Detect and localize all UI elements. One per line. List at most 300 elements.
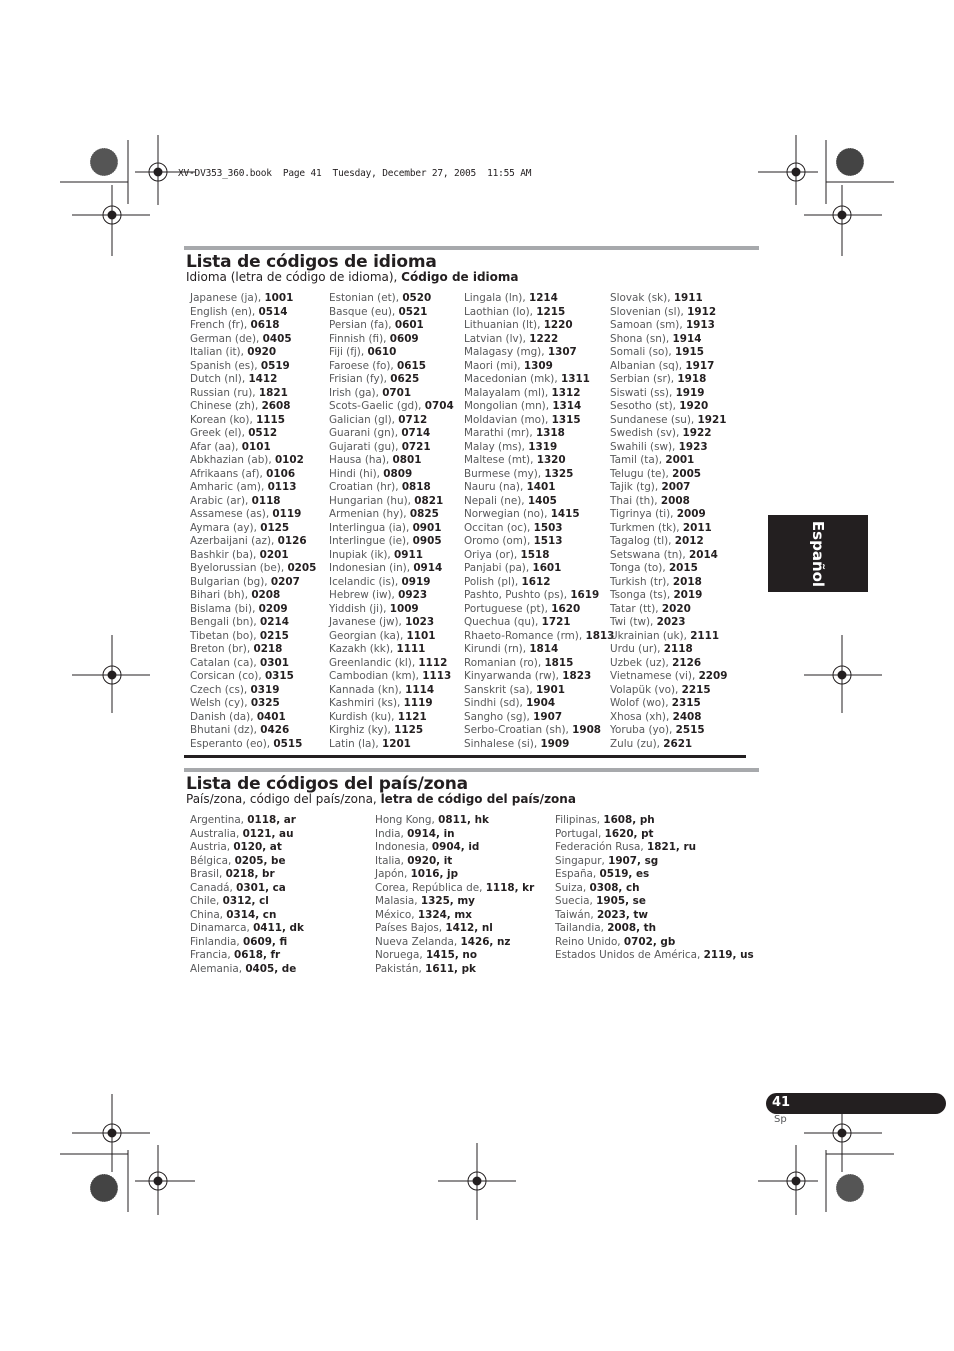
entry-name: Kurdish (ku), bbox=[329, 710, 398, 723]
entry-code: 0205 bbox=[287, 562, 317, 574]
list-item bbox=[555, 828, 754, 842]
entry-code: 0301 bbox=[260, 656, 289, 669]
list-item bbox=[329, 670, 454, 684]
entry-name: Chile, bbox=[190, 895, 223, 907]
entry-name: Volapük (vo), bbox=[610, 683, 682, 696]
entry-code: 1518 bbox=[520, 548, 550, 561]
list-item bbox=[610, 670, 727, 684]
list-item bbox=[610, 697, 727, 711]
list-item bbox=[464, 468, 614, 482]
entry-code: 0218 bbox=[253, 643, 283, 655]
list-item bbox=[329, 724, 454, 738]
entry-code: 0208 bbox=[251, 589, 281, 601]
entry-code: 0904, id bbox=[431, 841, 480, 853]
entry-name: Italia, bbox=[375, 854, 408, 867]
list-item bbox=[329, 711, 454, 725]
entry-name: Chinese (zh), bbox=[190, 400, 262, 412]
list-item bbox=[555, 814, 754, 828]
list-item bbox=[610, 346, 727, 360]
entry-name: Norwegian (no), bbox=[464, 508, 551, 520]
list-item bbox=[464, 657, 614, 671]
entry-name: Abkhazian (ab), bbox=[190, 454, 275, 466]
entry-name: Laothian (lo), bbox=[464, 305, 537, 318]
list-item bbox=[329, 400, 454, 414]
entry-name: Moldavian (mo), bbox=[464, 413, 552, 426]
list-item bbox=[329, 319, 454, 333]
entry-code: 1612 bbox=[521, 575, 551, 588]
entry-code: 2209 bbox=[698, 670, 728, 682]
list-item bbox=[464, 616, 614, 630]
entry-code: 2011 bbox=[682, 521, 712, 534]
entry-name: Bélgica, bbox=[190, 854, 235, 867]
list-item bbox=[190, 724, 316, 738]
entry-code: 0914 bbox=[413, 562, 443, 574]
entry-code: 2007 bbox=[661, 481, 691, 493]
entry-name: Persian (fa), bbox=[329, 319, 395, 331]
list-item bbox=[464, 711, 614, 725]
list-item bbox=[464, 292, 614, 306]
entry-code: 1220 bbox=[543, 319, 573, 331]
entry-name: Lingala (ln), bbox=[464, 292, 529, 304]
entry-code: 1222 bbox=[529, 332, 559, 345]
entry-code: 1921 bbox=[697, 413, 727, 426]
entry-name: Sanskrit (sa), bbox=[464, 683, 537, 696]
side-tab-label: Español bbox=[809, 520, 827, 587]
list-item bbox=[329, 441, 454, 455]
list-item bbox=[375, 949, 534, 963]
list-item bbox=[610, 549, 727, 563]
entry-name: Somali (so), bbox=[610, 346, 676, 358]
entry-name: Bulgarian (bg), bbox=[190, 575, 271, 588]
entry-name: Sesotho (st), bbox=[610, 400, 680, 412]
list-item bbox=[329, 387, 454, 401]
list-item bbox=[464, 441, 614, 455]
entry-code: 0520 bbox=[402, 292, 432, 304]
list-item bbox=[464, 319, 614, 333]
entry-code: 1821, ru bbox=[647, 841, 697, 853]
entry-code: 0314, cn bbox=[226, 908, 277, 921]
list-item bbox=[555, 909, 754, 923]
entry-code: 1912 bbox=[687, 305, 717, 318]
entry-name: Lithuanian (lt), bbox=[464, 319, 544, 331]
entry-name: Noruega, bbox=[375, 949, 426, 961]
entry-code: 2019 bbox=[673, 589, 703, 601]
list-item bbox=[329, 549, 454, 563]
list-item bbox=[375, 963, 534, 977]
entry-name: Finnish (fi), bbox=[329, 332, 390, 345]
list-item bbox=[190, 454, 316, 468]
entry-code: 0312, cl bbox=[222, 895, 269, 907]
entry-code: 0923 bbox=[398, 589, 428, 601]
entry-code: 1214 bbox=[528, 292, 558, 304]
entry-code: 0919 bbox=[401, 575, 431, 588]
list-item bbox=[375, 828, 534, 842]
entry-name: French (fr), bbox=[190, 319, 251, 331]
entry-code: 0609 bbox=[389, 332, 419, 345]
entry-name: Tamil (ta), bbox=[610, 454, 666, 466]
entry-code: 0325 bbox=[250, 697, 280, 709]
list-item bbox=[190, 522, 316, 536]
entry-code: 1922 bbox=[682, 427, 712, 439]
list-item bbox=[464, 346, 614, 360]
list-item bbox=[190, 414, 316, 428]
list-item bbox=[375, 922, 534, 936]
entry-code: 0821 bbox=[414, 494, 444, 507]
entry-code: 0519, es bbox=[599, 868, 650, 880]
entry-name: Frisian (fy), bbox=[329, 373, 391, 385]
entry-name: Panjabi (pa), bbox=[464, 562, 533, 574]
list-item bbox=[610, 576, 727, 590]
entry-code: 2018 bbox=[672, 575, 702, 588]
entry-name: Australia, bbox=[190, 827, 243, 840]
section-end-rule bbox=[184, 755, 746, 758]
list-item bbox=[329, 630, 454, 644]
list-item bbox=[190, 814, 304, 828]
entry-code: 1918 bbox=[677, 373, 707, 385]
lang-section-subtitle: Idioma (letra de código de idioma), Código de idioma bbox=[186, 270, 519, 284]
list-item bbox=[610, 630, 727, 644]
entry-name: Korean (ko), bbox=[190, 413, 257, 426]
entry-code: 1415, no bbox=[425, 949, 477, 961]
list-item bbox=[610, 738, 727, 752]
entry-name: Polish (pl), bbox=[464, 575, 522, 588]
entry-name: Quechua (qu), bbox=[464, 616, 542, 628]
entry-name: Tonga (to), bbox=[610, 562, 669, 574]
entry-code: 1814 bbox=[529, 643, 559, 655]
list-item bbox=[610, 603, 727, 617]
entry-name: Irish (ga), bbox=[329, 386, 383, 399]
entry-code: 2408 bbox=[672, 710, 702, 723]
entry-code: 2126 bbox=[672, 656, 702, 669]
entry-name: Galician (gl), bbox=[329, 413, 399, 426]
entry-name: Ukrainian (uk), bbox=[610, 629, 691, 642]
entry-name: Slovak (sk), bbox=[610, 292, 674, 304]
list-item bbox=[464, 306, 614, 320]
list-item bbox=[190, 535, 316, 549]
list-item bbox=[329, 589, 454, 603]
entry-code: 1113 bbox=[422, 670, 452, 682]
list-item bbox=[329, 292, 454, 306]
entry-code: 1001 bbox=[264, 292, 294, 304]
entry-code: 2009 bbox=[676, 508, 706, 520]
list-item bbox=[329, 427, 454, 441]
entry-code: 1915 bbox=[675, 346, 704, 358]
entry-name: Esperanto (eo), bbox=[190, 737, 274, 750]
entry-code: 2608 bbox=[261, 400, 291, 412]
entry-code: 1923 bbox=[678, 440, 708, 453]
list-item bbox=[610, 508, 727, 522]
entry-code: 2012 bbox=[674, 535, 704, 547]
entry-name: Portuguese (pt), bbox=[464, 602, 552, 615]
entry-code: 1911 bbox=[673, 292, 703, 304]
entry-name: Dinamarca, bbox=[190, 922, 254, 934]
list-item bbox=[555, 855, 754, 869]
list-item bbox=[329, 562, 454, 576]
entry-code: 1914 bbox=[672, 332, 702, 345]
list-item bbox=[190, 630, 316, 644]
list-item bbox=[375, 814, 534, 828]
entry-code: 2118 bbox=[663, 643, 693, 655]
list-item bbox=[464, 387, 614, 401]
entry-code: 0405, de bbox=[245, 962, 297, 975]
list-item bbox=[464, 697, 614, 711]
entry-name: Samoan (sm), bbox=[610, 319, 686, 331]
entry-code: 1426, nz bbox=[460, 935, 511, 948]
entry-code: 1907, sg bbox=[608, 854, 659, 867]
entry-code: 1324, mx bbox=[417, 908, 472, 921]
entry-code: 1919 bbox=[675, 386, 705, 399]
entry-code: 1620, pt bbox=[604, 827, 654, 840]
entry-name: Bislama (bi), bbox=[190, 602, 259, 615]
entry-name: Oriya (or), bbox=[464, 548, 521, 561]
entry-name: Maori (mi), bbox=[464, 359, 524, 372]
entry-name: Malay (ms), bbox=[464, 440, 529, 453]
list-item bbox=[329, 697, 454, 711]
entry-name: Sindhi (sd), bbox=[464, 697, 527, 709]
entry-code: 1023 bbox=[405, 616, 435, 628]
entry-name: Serbo-Croatian (sh), bbox=[464, 724, 573, 736]
list-item bbox=[190, 882, 304, 896]
list-item bbox=[610, 454, 727, 468]
entry-code: 2023 bbox=[656, 616, 686, 628]
entry-code: 1325 bbox=[544, 467, 574, 480]
entry-code: 1114 bbox=[405, 683, 435, 696]
list-item bbox=[190, 868, 304, 882]
list-item bbox=[190, 895, 304, 909]
entry-code: 0120, at bbox=[233, 841, 282, 853]
entry-name: Yoruba (yo), bbox=[610, 724, 676, 736]
entry-name: Turkish (tr), bbox=[610, 575, 673, 588]
list-item bbox=[610, 495, 727, 509]
country-column-1 bbox=[190, 814, 304, 976]
list-item bbox=[190, 711, 316, 725]
list-item bbox=[610, 711, 727, 725]
entry-name: Turkmen (tk), bbox=[610, 521, 683, 534]
list-item bbox=[464, 427, 614, 441]
entry-name: Francia, bbox=[190, 949, 235, 961]
entry-code: 1619 bbox=[570, 589, 600, 601]
country-column-3 bbox=[555, 814, 754, 963]
entry-code: 1318 bbox=[535, 427, 565, 439]
list-item bbox=[190, 963, 304, 977]
entry-code: 0113 bbox=[267, 481, 297, 493]
entry-name: Suecia, bbox=[555, 895, 597, 907]
entry-name: Hebrew (iw), bbox=[329, 589, 399, 601]
section-rule bbox=[184, 246, 759, 250]
entry-name: Georgian (ka), bbox=[329, 629, 407, 642]
list-item bbox=[190, 949, 304, 963]
entry-code: 0625 bbox=[390, 373, 420, 385]
entry-name: Czech (cs), bbox=[190, 683, 251, 696]
entry-name: Breton (br), bbox=[190, 643, 254, 655]
list-item bbox=[464, 670, 614, 684]
entry-name: Indonesia, bbox=[375, 841, 432, 853]
entry-name: Romanian (ro), bbox=[464, 656, 545, 669]
entry-name: Federación Rusa, bbox=[555, 841, 647, 853]
list-item bbox=[464, 360, 614, 374]
entry-name: Slovenian (sl), bbox=[610, 305, 688, 318]
entry-code: 1412 bbox=[248, 373, 278, 385]
entry-code: 1315 bbox=[551, 413, 581, 426]
entry-code: 0209 bbox=[258, 602, 288, 615]
entry-code: 1920 bbox=[679, 400, 709, 412]
entry-code: 0101 bbox=[241, 440, 271, 453]
lang-section-title: Lista de códigos de idioma bbox=[186, 252, 437, 272]
entry-code: 0106 bbox=[266, 467, 296, 480]
list-item bbox=[190, 828, 304, 842]
entry-code: 1904 bbox=[526, 697, 556, 709]
entry-code: 0119 bbox=[272, 508, 302, 520]
lang-column-2 bbox=[329, 292, 454, 751]
entry-code: 2008, th bbox=[607, 922, 657, 934]
entry-code: 0809 bbox=[383, 467, 413, 480]
entry-name: Malasia, bbox=[375, 895, 421, 907]
entry-code: 1905, se bbox=[596, 895, 646, 907]
entry-code: 0308, ch bbox=[589, 881, 640, 894]
entry-code: 1314 bbox=[552, 400, 582, 412]
entry-code: 1620 bbox=[551, 602, 581, 615]
entry-code: 0519 bbox=[260, 359, 290, 372]
entry-name: Bashkir (ba), bbox=[190, 548, 260, 561]
entry-code: 1823 bbox=[562, 670, 592, 682]
entry-code: 1907 bbox=[533, 710, 563, 723]
entry-code: 0618 bbox=[250, 319, 280, 331]
list-item bbox=[610, 360, 727, 374]
entry-name: Xhosa (xh), bbox=[610, 710, 673, 723]
entry-code: 0615 bbox=[397, 359, 426, 372]
entry-name: Portugal, bbox=[555, 827, 605, 840]
entry-name: Uzbek (uz), bbox=[610, 656, 673, 669]
entry-code: 2515 bbox=[675, 724, 705, 736]
entry-code: 0411, dk bbox=[253, 922, 304, 934]
entry-code: 0205, be bbox=[234, 854, 286, 867]
entry-name: Gujarati (gu), bbox=[329, 440, 402, 453]
entry-code: 0801 bbox=[392, 454, 422, 466]
entry-code: 1415 bbox=[550, 508, 580, 520]
entry-code: 1125 bbox=[394, 724, 424, 736]
list-item bbox=[329, 508, 454, 522]
entry-code: 0301, ca bbox=[236, 881, 286, 894]
list-item bbox=[190, 319, 316, 333]
list-item bbox=[610, 724, 727, 738]
list-item bbox=[190, 508, 316, 522]
entry-name: Interlingue (ie), bbox=[329, 535, 413, 547]
entry-code: 0825 bbox=[409, 508, 439, 520]
entry-name: Arabic (ar), bbox=[190, 494, 252, 507]
entry-code: 2014 bbox=[688, 548, 718, 561]
entry-name: Nueva Zelanda, bbox=[375, 935, 461, 948]
entry-code: 1908 bbox=[572, 724, 602, 736]
list-item bbox=[190, 373, 316, 387]
list-item bbox=[610, 481, 727, 495]
list-item bbox=[464, 508, 614, 522]
entry-code: 0215 bbox=[259, 629, 289, 642]
list-item bbox=[190, 936, 304, 950]
entry-name: Latvian (lv), bbox=[464, 332, 530, 345]
entry-code: 2621 bbox=[663, 737, 693, 750]
entry-name: Argentina, bbox=[190, 814, 248, 826]
list-item bbox=[375, 841, 534, 855]
entry-code: 0121, au bbox=[242, 827, 294, 840]
entry-name: Afrikaans (af), bbox=[190, 467, 267, 480]
entry-name: Hausa (ha), bbox=[329, 454, 393, 466]
list-item bbox=[464, 535, 614, 549]
list-item bbox=[464, 481, 614, 495]
list-item bbox=[329, 616, 454, 630]
entry-name: Nauru (na), bbox=[464, 481, 527, 493]
entry-name: Taiwán, bbox=[555, 908, 597, 921]
lang-column-1 bbox=[190, 292, 316, 751]
entry-name: Hong Kong, bbox=[375, 814, 439, 826]
entry-name: Macedonian (mk), bbox=[464, 373, 561, 385]
entry-name: Icelandic (is), bbox=[329, 575, 402, 588]
list-item bbox=[190, 346, 316, 360]
list-item bbox=[555, 949, 754, 963]
entry-code: 2023, tw bbox=[596, 908, 648, 921]
entry-name: Sinhalese (si), bbox=[464, 737, 541, 750]
list-item bbox=[375, 909, 534, 923]
entry-name: Aymara (ay), bbox=[190, 521, 261, 534]
entry-name: Bihari (bh), bbox=[190, 589, 252, 601]
entry-name: Faroese (fo), bbox=[329, 359, 398, 372]
list-item bbox=[190, 549, 316, 563]
entry-code: 2005 bbox=[672, 467, 702, 480]
entry-code: 1503 bbox=[533, 521, 563, 534]
entry-name: Kannada (kn), bbox=[329, 683, 406, 696]
list-item bbox=[555, 882, 754, 896]
entry-name: España, bbox=[555, 868, 600, 880]
entry-code: 0704 bbox=[424, 400, 454, 412]
language-code-label: Sp bbox=[774, 1114, 787, 1125]
entry-name: Kirghiz (ky), bbox=[329, 724, 395, 736]
entry-code: 0702, gb bbox=[623, 935, 676, 948]
entry-code: 0512 bbox=[248, 427, 278, 439]
entry-name: Twi (tw), bbox=[610, 616, 657, 628]
list-item bbox=[329, 360, 454, 374]
list-item bbox=[464, 562, 614, 576]
entry-name: Japanese (ja), bbox=[190, 292, 265, 304]
list-item bbox=[464, 549, 614, 563]
entry-name: Nepali (ne), bbox=[464, 494, 528, 507]
entry-code: 0218, br bbox=[225, 868, 275, 880]
list-item bbox=[190, 684, 316, 698]
list-item bbox=[190, 657, 316, 671]
entry-name: Russian (ru), bbox=[190, 386, 259, 399]
list-item bbox=[610, 387, 727, 401]
entry-code: 2215 bbox=[681, 683, 711, 696]
list-item bbox=[555, 895, 754, 909]
list-item bbox=[464, 724, 614, 738]
entry-name: Basque (eu), bbox=[329, 305, 399, 318]
entry-name: Hungarian (hu), bbox=[329, 494, 415, 507]
entry-code: 0701 bbox=[382, 386, 412, 399]
list-item bbox=[329, 495, 454, 509]
list-item bbox=[329, 454, 454, 468]
entry-name: Assamese (as), bbox=[190, 508, 273, 520]
list-item bbox=[190, 697, 316, 711]
list-item bbox=[610, 643, 727, 657]
book-info-line: XV-DV353_360.book Page 41 Tuesday, December 27, 2005 11:55 AM bbox=[178, 168, 532, 179]
list-item bbox=[464, 738, 614, 752]
entry-name: Singapur, bbox=[555, 854, 609, 867]
list-item bbox=[329, 468, 454, 482]
entry-name: Dutch (nl), bbox=[190, 373, 249, 385]
entry-code: 0207 bbox=[270, 575, 300, 588]
entry-name: Latin (la), bbox=[329, 737, 382, 750]
list-item bbox=[464, 373, 614, 387]
lang-column-4 bbox=[610, 292, 727, 751]
entry-name: Vietnamese (vi), bbox=[610, 670, 699, 682]
